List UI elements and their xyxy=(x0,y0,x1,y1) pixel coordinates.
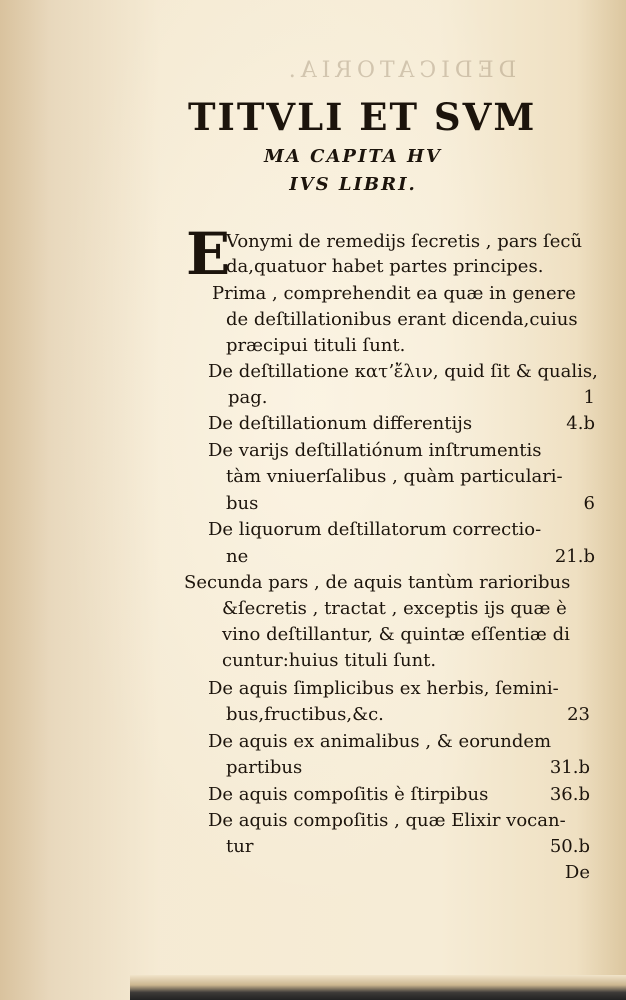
toc-entry-7: De aquis compoſitis è ſtirpibus xyxy=(208,784,489,805)
page-number: 4.b xyxy=(566,413,595,434)
subtitle-line-1: MA CAPITA HV xyxy=(263,146,443,167)
toc-entry-5: De aquis ſimplicibus ex herbis, ſemini- xyxy=(208,678,559,699)
page-number: 21.b xyxy=(554,546,595,567)
toc-entry-4-cont: ne xyxy=(226,546,249,567)
text-line: vino deſtillantur, & quintæ eſſentiæ di xyxy=(222,624,570,645)
toc-entry-1: De deſtillatione κατʼἔλιν, quid ſit & qualis, xyxy=(208,361,598,382)
page-number: 50.b xyxy=(549,836,590,857)
toc-entry-5-cont: bus,fructibus,&c. xyxy=(226,704,384,725)
toc-entry-3: De varijs deſtillatiónum inſtrumentis xyxy=(208,440,542,461)
page-number: 23 xyxy=(567,704,590,725)
toc-entry-3-cont: tàm vniuerſalibus , quàm particulari- xyxy=(226,466,563,487)
toc-entry-8: De aquis compoſitis , quæ Elixir vocan- xyxy=(208,810,566,831)
drop-capital: E xyxy=(186,220,231,288)
section-heading: Secunda pars , de aquis tantùm rarioribus xyxy=(184,572,571,593)
page-number: 6 xyxy=(583,493,595,514)
page-edge-shadow xyxy=(130,975,626,1000)
text-line: de deſtillationibus erant dicenda,cuius xyxy=(226,309,578,330)
page-title: TITVLI ET SVM xyxy=(188,95,537,139)
catchword: De xyxy=(564,862,590,883)
text-line: Prima , comprehendit ea quæ in genere xyxy=(212,283,576,304)
page-number: 36.b xyxy=(549,784,590,805)
running-head-bleedthrough: DEDICATORIA. xyxy=(283,58,517,83)
text-line: cuntur:huius tituli ſunt. xyxy=(222,650,437,671)
text-line: &ſecretis , tractat , exceptis ijs quæ è xyxy=(222,598,567,619)
subtitle-line-2: IVS LIBRI. xyxy=(289,174,417,195)
toc-entry-8-cont: tur xyxy=(226,836,254,857)
toc-entry-6-cont: partibus xyxy=(226,757,303,778)
text-line: da,quatuor habet partes principes. xyxy=(226,256,544,277)
toc-entry-4: De liquorum deſtillatorum correctio- xyxy=(208,519,542,540)
page-number: 1 xyxy=(583,387,595,408)
page-number: 31.b xyxy=(549,757,590,778)
toc-entry-2: De deſtillationum differentijs xyxy=(208,413,473,434)
text-line: Vonymi de remedijs ſecretis , pars ſecũ xyxy=(226,231,583,252)
toc-entry-3-cont: bus xyxy=(226,493,259,514)
text-line: præcipui tituli ſunt. xyxy=(226,335,406,356)
toc-entry-1-cont: pag. xyxy=(228,387,268,408)
toc-entry-6: De aquis ex animalibus , & eorundem xyxy=(208,731,552,752)
